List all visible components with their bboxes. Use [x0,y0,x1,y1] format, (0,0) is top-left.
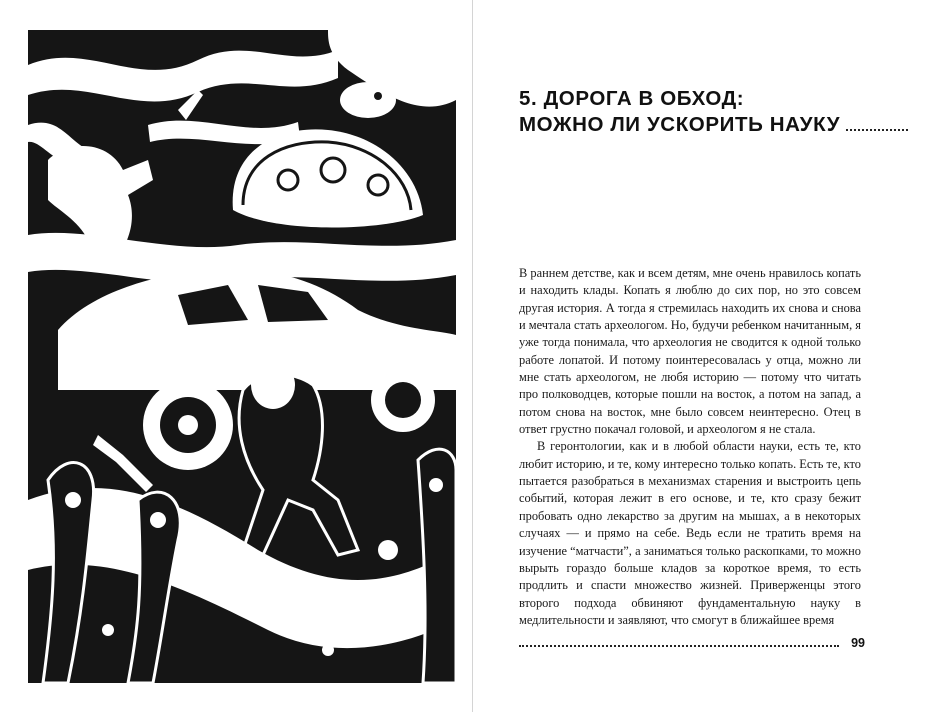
illustration-artwork [28,30,456,683]
paragraph-2: В геронтологии, как и в любой области науки, есть те, кто любит историю, и те, кому интересно только копать. Есть те, кто пытается разобраться в механизмах старения и выстроить цепь событий, которая лежит в его основе, и те, кто сразу бежит пробовать одно лекарство за другим на мышах, а в некоторых случаях — и прямо на себе. Ведь если не тратить время на изучение “матчасти”, а заниматься только раскопками, то можно вырыть гораздо больше кладов за короткое время, то есть продлить и спасти множество жизней. Приверженцы этого второго подхода обвиняют фундаментальную науку в медлительности и заявляют, что смогут в ближайшее время [519,439,861,627]
chapter-title-line-2: МОЖНО ЛИ УСКОРИТЬ НАУКУ [519,113,841,136]
chapter-illustration [28,30,456,683]
paragraph-1: В раннем детстве, как и всем детям, мне очень нравилось копать и находить клады. Копать я люблю до сих пор, но это совсем другая история. А тогда я стремилась находить их снова и снова и мечтала стать археологом. Но, будучи ребенком начитанным, я уже тогда понимала, что археология не сводится к одной только работе лопатой. И потому поинтересовалась у отца, можно ли мне стать археологом, не любя историю — потому что читать про полководцев, которые пошли на восток, а потом на запад, а потом снова на восток, мне было совсем неинтересно. Отец в ответ грустно покачал головой, и археологом я не стала. [519,266,861,437]
chapter-body-text [519,265,861,629]
page-gutter [472,0,473,712]
footer-dotted-rule [519,645,839,647]
title-dotted-leader [846,114,908,131]
chapter-title [519,86,864,138]
chapter-title-line-1: 5. ДОРОГА В ОБХОД: [519,87,745,110]
page-number: 99 [851,636,865,650]
